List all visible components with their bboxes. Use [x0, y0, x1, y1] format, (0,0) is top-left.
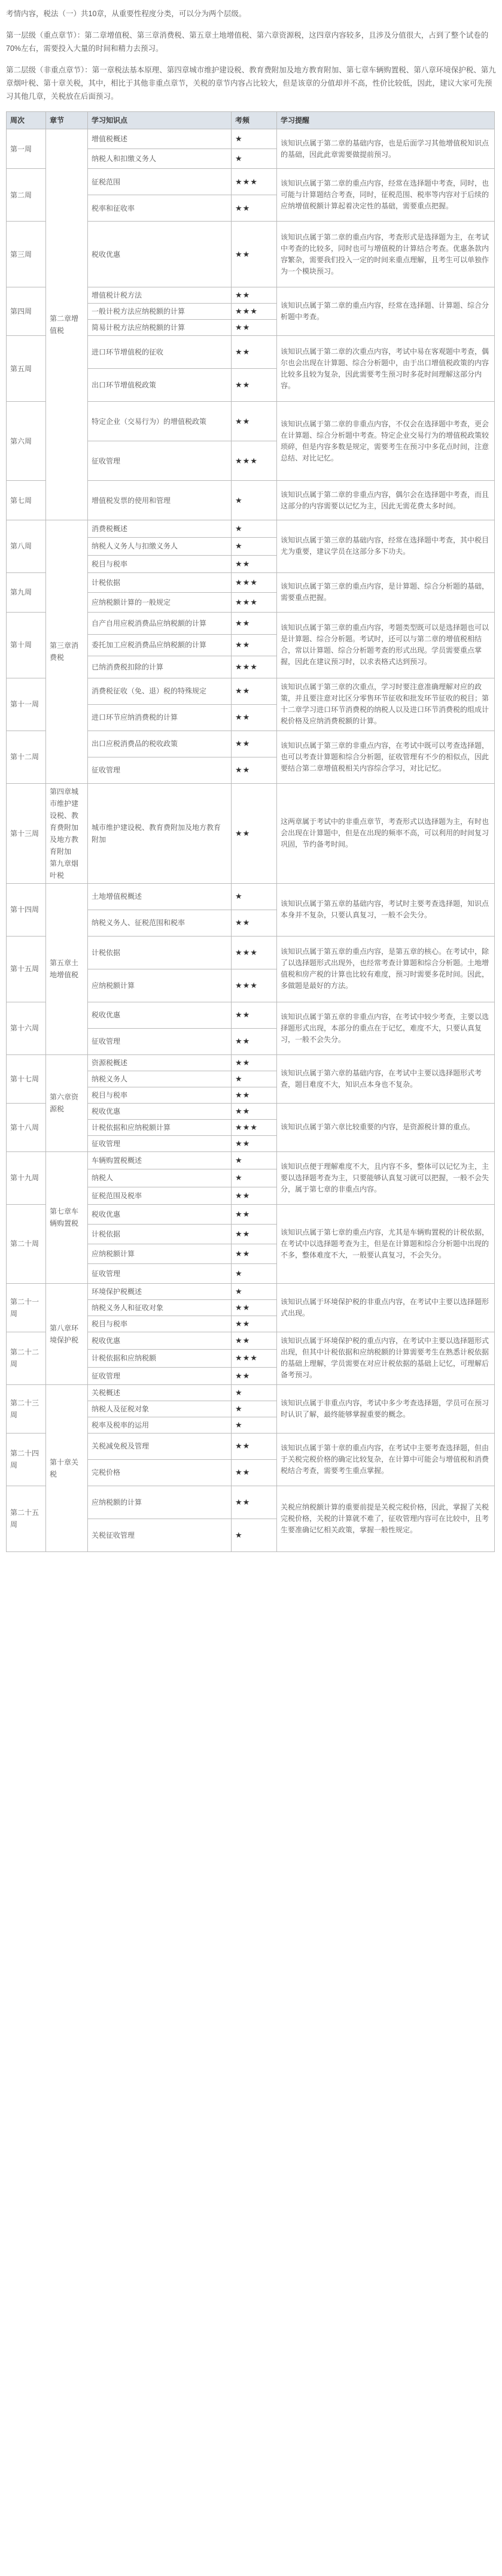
frequency-stars: ★★ [232, 1299, 277, 1316]
topic-cell: 税收优惠 [88, 1332, 232, 1349]
header-topic: 学习知识点 [88, 112, 232, 129]
header-chapter: 章节 [46, 112, 88, 129]
week-cell: 第十六周 [7, 1002, 46, 1054]
tip-cell: 该知识点属于第五章的非重点内容，在考试中较少考查，主要以选择题形式出现，本部分的重点在于记忆，难度不大，只要认真复习，一般不会失分。 [277, 1002, 495, 1054]
topic-cell: 关税概述 [88, 1384, 232, 1401]
topic-cell: 车辆购置税概述 [88, 1151, 232, 1169]
frequency-stars: ★★★ [232, 1119, 277, 1135]
topic-cell: 纳税义务人和征收对象 [88, 1299, 232, 1316]
frequency-stars: ★★ [232, 555, 277, 572]
topic-cell: 税目与税率 [88, 1087, 232, 1103]
week-cell: 第十九周 [7, 1151, 46, 1204]
frequency-stars: ★ [232, 1151, 277, 1169]
frequency-stars: ★★★ [232, 969, 277, 1002]
topic-cell: 完税价格 [88, 1459, 232, 1486]
table-row [7, 520, 495, 538]
intro-paragraph: 第一层级（重点章节）：第二章增值税、第三章消费税、第五章土地增值税、第六章资源税，这四章内容较多，且涉及分值很大，占到了整个试卷的70%左右，需要投入大量的时间和精力去预习。 [6, 31, 489, 53]
topic-cell: 消费税征收（免、退）税的特殊规定 [88, 678, 232, 704]
topic-cell: 征税范围 [88, 169, 232, 195]
header-frequency: 考频 [232, 112, 277, 129]
frequency-stars: ★★ [232, 704, 277, 731]
intro-section [6, 7, 496, 103]
chapter-cell: 第六章资源税 [46, 1054, 88, 1151]
topic-cell: 计税依据 [88, 1224, 232, 1244]
frequency-stars: ★ [232, 129, 277, 149]
frequency-stars: ★★ [232, 1103, 277, 1119]
frequency-stars: ★★ [232, 222, 277, 287]
topic-cell: 征收管理 [88, 1028, 232, 1054]
frequency-stars: ★★ [232, 1204, 277, 1224]
topic-cell: 委托加工应税消费品应纳税额的计算 [88, 634, 232, 656]
frequency-stars: ★ [232, 1384, 277, 1401]
frequency-stars: ★ [232, 149, 277, 169]
topic-cell: 税目与税率 [88, 1316, 232, 1332]
topic-cell: 出口环节增值税政策 [88, 369, 232, 402]
chapter-cell: 第十章关税 [46, 1384, 88, 1551]
frequency-stars: ★★★ [232, 936, 277, 969]
tip-cell: 该知识点属于非重点内容，考试中多少考查选择题，学员可在预习时认识了解，最终能够掌握重要的概念。 [277, 1384, 495, 1433]
week-cell: 第二十五周 [7, 1486, 46, 1551]
tip-cell: 关税应纳税额计算的重要前提是关税完税价格，因此，掌握了关税完税价格，关税的计算就不难了，征收管理内容可在比较中，且考生要准确记忆相关政策，掌握一般性规定。 [277, 1486, 495, 1551]
topic-cell: 进口环节增值税的征收 [88, 336, 232, 369]
topic-cell: 纳税义务人 [88, 1071, 232, 1087]
frequency-stars: ★★ [232, 369, 277, 402]
tip-cell: 该知识点属于第六章的基础内容，在考试中主要以选择题形式考查，题目难度不大，知识点本身也不复杂。 [277, 1054, 495, 1103]
topic-cell: 纳税人及征税对象 [88, 1401, 232, 1417]
week-cell: 第二十周 [7, 1204, 46, 1283]
frequency-stars: ★★ [232, 783, 277, 883]
frequency-stars: ★★ [232, 1332, 277, 1349]
frequency-stars: ★★ [232, 1135, 277, 1151]
topic-cell: 计税依据和应纳税额计算 [88, 1119, 232, 1135]
topic-cell: 纳税人 [88, 1169, 232, 1187]
chapter-cell: 第四章城市维护建设税、教育费附加及地方教育附加 第九章烟叶税 [46, 783, 88, 883]
topic-cell: 征收管理 [88, 1135, 232, 1151]
topic-cell: 关税征收管理 [88, 1519, 232, 1551]
tip-cell: 该知识点属于第二章的重点内容，考查形式是选择题为主，在考试中考查的比较多，同时也可与增值税的计算结合考查。优惠条款内容繁杂，需要我们投入一定的时间来重点理解，且考生可以单独作为一个模块预习。 [277, 222, 495, 287]
topic-cell: 税率及税率的运用 [88, 1417, 232, 1433]
tip-cell: 该知识点属于第五章的基础内容，考试时主要考查选择题，知识点本身并不复杂，只要认真复习，一般不会失分。 [277, 883, 495, 936]
frequency-stars: ★★ [232, 1244, 277, 1263]
topic-cell: 税收优惠 [88, 1204, 232, 1224]
frequency-stars: ★★ [232, 287, 277, 304]
table-body [7, 129, 495, 1552]
tip-cell: 该知识点属于第二章的非重点内容，偶尔会在选择题中考查，而且这部分的内容需要以记忆为主，因此无需花费太多时间。 [277, 481, 495, 520]
week-cell: 第十周 [7, 612, 46, 678]
topic-cell: 增值税发票的使用和管理 [88, 481, 232, 520]
tip-cell: 该知识点属于第三章的重点内容，考题类型既可以是选择题也可以是计算题、综合分析题。考试时，还可以与第二章的增值税相结合，常以计算题、综合分析题考查的形式出现。学员需要重点掌握，因此在建议预习时，以求表格式达到预习。 [277, 612, 495, 678]
week-cell: 第十四周 [7, 883, 46, 936]
week-cell: 第二十四周 [7, 1433, 46, 1486]
chapter-cell: 第七章车辆购置税 [46, 1151, 88, 1283]
frequency-stars: ★★ [232, 1433, 277, 1459]
topic-cell: 计税依据 [88, 572, 232, 592]
topic-cell: 土地增值税概述 [88, 883, 232, 910]
tip-cell: 该知识点属于第三章的非重点内容，在考试中既可以考查选择题，也可以考查计算题和综合分析题，征收管理有不少的相似点，因此要结合第二章增值税相关内容综合学习，对比记忆。 [277, 731, 495, 783]
frequency-stars: ★★ [232, 1028, 277, 1054]
tip-cell: 该知识点属于第二章的次重点内容，考试中易在客观题中考查，偶尔也会出现在计算题、综合分析题中，由于出口增值税政策的内容比较多且较为复杂，因此需要考生预习时多花时间理解这部分内容。 [277, 336, 495, 402]
week-cell: 第二十三周 [7, 1384, 46, 1433]
table-row [7, 883, 495, 910]
frequency-stars: ★★ [232, 1367, 277, 1384]
frequency-stars: ★ [232, 883, 277, 910]
week-cell: 第十三周 [7, 783, 46, 883]
topic-cell: 应纳税额计算的一般规定 [88, 592, 232, 612]
frequency-stars: ★★★ [232, 1350, 277, 1367]
topic-cell: 税收优惠 [88, 222, 232, 287]
frequency-stars: ★ [232, 1071, 277, 1087]
table-header-row [7, 112, 495, 129]
frequency-stars: ★★★ [232, 572, 277, 592]
topic-cell: 自产自用应税消费品应纳税额的计算 [88, 612, 232, 634]
tip-cell: 该知识点属于第二章的重点内容，经常在选择题、计算题、综合分析题中考查。 [277, 287, 495, 336]
topic-cell: 增值税概述 [88, 129, 232, 149]
table-row [7, 1283, 495, 1299]
topic-cell: 特定企业（交易行为）的增值税政策 [88, 402, 232, 441]
frequency-stars: ★★ [232, 1002, 277, 1028]
frequency-stars: ★ [232, 1519, 277, 1551]
intro-paragraph: 第二层级（非重点章节）：第一章税法基本原理、第四章城市维护建设税、教育费附加及地方教育附加、第七章车辆购置税、第八章环境保护税、第九章烟叶税、第十章关税，其中，相比于其他非重点章节，关税的章节内容占比较大，但是该章的分值却并不高，性价比较低，因此，建议大家可先预习其他几章，关税放在后面预习。 [6, 66, 496, 101]
week-cell: 第五周 [7, 336, 46, 402]
frequency-stars: ★★ [232, 910, 277, 936]
frequency-stars: ★★ [232, 1187, 277, 1204]
topic-cell: 计税依据和应纳税额 [88, 1350, 232, 1367]
week-cell: 第十一周 [7, 678, 46, 731]
tip-cell: 该知识点属于环境保护税的非重点内容，在考试中主要以选择题形式出现。 [277, 1283, 495, 1332]
topic-cell: 出口应税消费品的税收政策 [88, 731, 232, 757]
topic-cell: 税目与税率 [88, 555, 232, 572]
frequency-stars: ★★ [232, 320, 277, 336]
tip-cell: 该知识点属于第三章的重点内容，是计算题、综合分析题的基础，需要重点把握。 [277, 572, 495, 612]
topic-cell: 关税减免税及管理 [88, 1433, 232, 1459]
frequency-stars: ★★ [232, 678, 277, 704]
chapter-cell: 第八章环境保护税 [46, 1283, 88, 1384]
tip-cell: 该知识点属于第二章的基础内容，也是后面学习其他增值税知识点的基础，因此此章需要做提前预习。 [277, 129, 495, 169]
frequency-stars: ★★ [232, 612, 277, 634]
table-row [7, 1151, 495, 1169]
week-cell: 第九周 [7, 572, 46, 612]
frequency-stars: ★ [232, 520, 277, 538]
topic-cell: 城市维护建设税、教育费附加及地方教育附加 [88, 783, 232, 883]
topic-cell: 增值税计税方法 [88, 287, 232, 304]
frequency-stars: ★★ [232, 402, 277, 441]
tip-cell: 该知识点属于第二章的重点内容，经常在选择题中考查，同时，也可能与计算题结合考查，同时，征税范围、税率等内容对于后续的应纳增值税额计算起着决定性的基础，需要重点把握。 [277, 169, 495, 222]
week-cell: 第二十二周 [7, 1332, 46, 1384]
topic-cell: 纳税义务人、征税范围和税率 [88, 910, 232, 936]
frequency-stars: ★ [232, 481, 277, 520]
frequency-stars: ★★ [232, 195, 277, 222]
topic-cell: 征收管理 [88, 757, 232, 783]
tip-cell: 该知识点便于理解难度不大，且内容不多，整体可以记忆为主，主要以选择题考查为主，只要能够认真复习就可以把握，一般不会失分，属于第七章的非重点内容。 [277, 1151, 495, 1204]
frequency-stars: ★★ [232, 1224, 277, 1244]
frequency-stars: ★★ [232, 634, 277, 656]
table-row [7, 129, 495, 149]
frequency-stars: ★★ [232, 1054, 277, 1071]
study-plan-table [6, 111, 495, 1552]
chapter-cell: 第五章土地增值税 [46, 883, 88, 1054]
topic-cell: 环境保护税概述 [88, 1283, 232, 1299]
frequency-stars: ★ [232, 1263, 277, 1283]
topic-cell: 税收优惠 [88, 1103, 232, 1119]
tip-cell: 该知识点属于第十章的重点内容，在考试中主要考查选择题，但由于关税完税价格的确定比较复杂，在计算中可能会与增值税和消费税结合考查，需要考生重点掌握。 [277, 1433, 495, 1486]
week-cell: 第十七周 [7, 1054, 46, 1103]
frequency-stars: ★★ [232, 731, 277, 757]
frequency-stars: ★ [232, 1169, 277, 1187]
topic-cell: 资源税概述 [88, 1054, 232, 1071]
topic-cell: 纳税人和扣缴义务人 [88, 149, 232, 169]
topic-cell: 纳税人义务人与扣缴义务人 [88, 538, 232, 555]
tip-cell: 该知识点属于第六章比较重要的内容，是资源税计算的重点。 [277, 1103, 495, 1151]
week-cell: 第四周 [7, 287, 46, 336]
tip-cell: 该知识点属于第二章的非重点内容，不仅会在选择题中考查，更会在计算题、综合分析题中考查。特定企业交易行为的增值税政策较琐碎，但是内容多数是规定，需要考生在预习中多花点时间，注意总结、对比记忆。 [277, 402, 495, 481]
frequency-stars: ★★★ [232, 441, 277, 481]
topic-cell: 已纳消费税扣除的计算 [88, 656, 232, 678]
week-cell: 第八周 [7, 520, 46, 573]
tip-cell: 该知识点属于第七章的重点内容，尤其是车辆购置税的计税依据，在考试中以选择题考查为主，但是在计算题和综合分析题中出现的不多，整体难度不大，一般要认真复习，不会失分。 [277, 1204, 495, 1283]
topic-cell: 消费税概述 [88, 520, 232, 538]
frequency-stars: ★★ [232, 1486, 277, 1519]
topic-cell: 税收优惠 [88, 1002, 232, 1028]
tip-cell: 该知识点属于第三章的次重点，学习时要注意准确理解对应的政策，并且要注意对比区分零售环节征收和批发环节征收的税目；第十二章学习进口环节消费税的纳税人以及进口环节消费税的组成计税价格及应纳消费税额的计算。 [277, 678, 495, 731]
frequency-stars: ★★ [232, 336, 277, 369]
topic-cell: 计税依据 [88, 936, 232, 969]
tip-cell: 该知识点属于环境保护税的重点内容，在考试中主要以选择题形式出现，但其中计税依据和应纳税额的计算需要考生在熟悉计税依据的基础上理解，学员需要在对应计税依据的基础上记忆，可理解后备考预习。 [277, 1332, 495, 1384]
topic-cell: 应纳税额计算 [88, 1244, 232, 1263]
table-row [7, 1054, 495, 1071]
frequency-stars: ★ [232, 538, 277, 555]
frequency-stars: ★★ [232, 1316, 277, 1332]
frequency-stars: ★★★ [232, 656, 277, 678]
frequency-stars: ★★★ [232, 592, 277, 612]
week-cell: 第六周 [7, 402, 46, 481]
week-cell: 第二周 [7, 169, 46, 222]
frequency-stars: ★★ [232, 757, 277, 783]
frequency-stars: ★ [232, 1401, 277, 1417]
topic-cell: 征税范围及税率 [88, 1187, 232, 1204]
tip-cell: 该知识点属于第三章的基础内容，经常在选择题中考查，其中税目尤为重要，建议学员在这部分多下功夫。 [277, 520, 495, 573]
frequency-stars: ★★★ [232, 169, 277, 195]
chapter-cell: 第二章增值税 [46, 129, 88, 520]
tip-cell: 这两章属于考试中的非重点章节，考查形式以选择题为主，有时也会出现在计算题中，但是在出现的频率不高，可以利用的时间复习巩固，节约备考时间。 [277, 783, 495, 883]
intro-paragraph: 考情内容，税法（一）共10章，从重要性程度分类，可以分为两个层级。 [6, 10, 247, 18]
week-cell: 第三周 [7, 222, 46, 287]
week-cell: 第一周 [7, 129, 46, 169]
week-cell: 第二十一周 [7, 1283, 46, 1332]
topic-cell: 简易计税方法应纳税额的计算 [88, 320, 232, 336]
chapter-cell: 第三章消费税 [46, 520, 88, 784]
header-tip: 学习提醒 [277, 112, 495, 129]
week-cell: 第七周 [7, 481, 46, 520]
table-row [7, 1384, 495, 1401]
topic-cell: 征收管理 [88, 1367, 232, 1384]
week-cell: 第十八周 [7, 1103, 46, 1151]
week-cell: 第十五周 [7, 936, 46, 1002]
topic-cell: 征收管理 [88, 1263, 232, 1283]
topic-cell: 一般计税方法应纳税额的计算 [88, 304, 232, 320]
topic-cell: 征收管理 [88, 441, 232, 481]
topic-cell: 应纳税额计算 [88, 969, 232, 1002]
frequency-stars: ★ [232, 1417, 277, 1433]
frequency-stars: ★★★ [232, 304, 277, 320]
topic-cell: 进口环节应纳消费税的计算 [88, 704, 232, 731]
frequency-stars: ★★ [232, 1459, 277, 1486]
topic-cell: 税率和征收率 [88, 195, 232, 222]
table-row [7, 783, 495, 883]
tip-cell: 该知识点属于第五章的重点内容，是第五章的核心。在考试中，除了以选择题形式出现外，也经常考查计算题和综合分析题。土地增值税和房产税的计算也比较有难度，预习时需要多花时间。因此，多做题是最好的方法。 [277, 936, 495, 1002]
frequency-stars: ★★ [232, 1087, 277, 1103]
header-week: 周次 [7, 112, 46, 129]
topic-cell: 应纳税额的计算 [88, 1486, 232, 1519]
week-cell: 第十二周 [7, 731, 46, 783]
frequency-stars: ★ [232, 1283, 277, 1299]
